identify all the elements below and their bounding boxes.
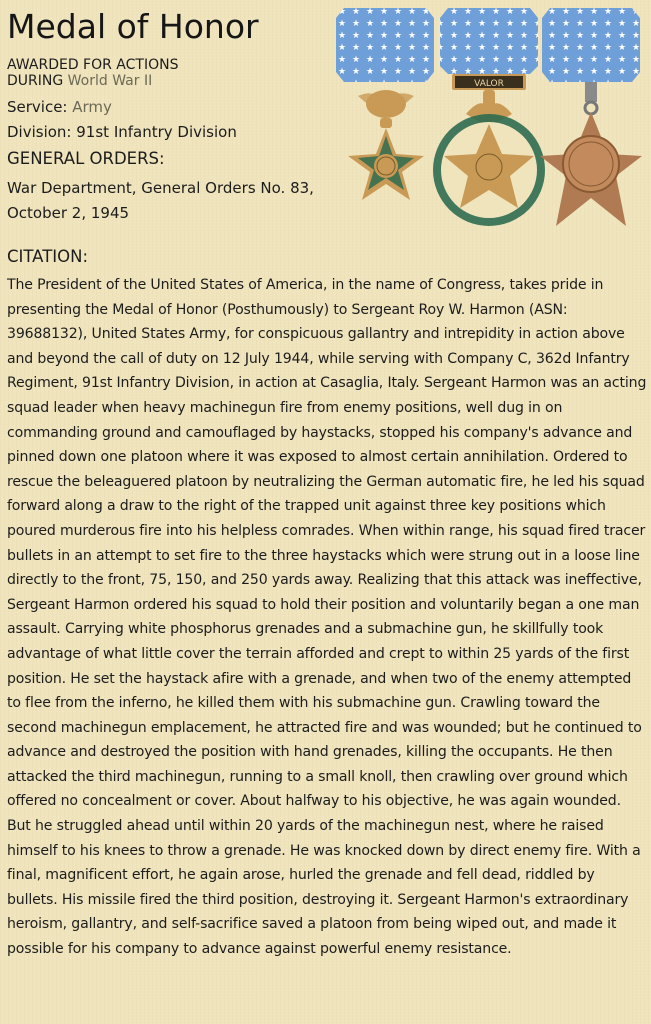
awarded-line-2 [7,73,337,89]
awarded-line-1: AWARDED FOR ACTIONS [7,57,179,73]
division-label: Division: [7,123,77,141]
army-medal-icon [433,8,545,226]
general-orders-text: War Department, General Orders No. 83, October 2, 1945 [7,179,314,222]
page-title: Medal of Honor [7,7,259,46]
division-row [7,120,337,145]
bronze-medal-icon [540,8,642,226]
award-details [7,57,337,226]
valor-bar-text: VALOR [474,79,504,89]
citation-text: The President of the United States of America, in the name of Congress, takes pride in presenting the Medal of Honor (Posthumously) to Sergeant Roy W. Harmon (ASN: 39688132), United States Army, for conspicuous gallantry and intrepidity in action above and beyond the call of duty on 12 July 1944, while serving with Company C, 362d Infantry Regiment, 91st Infantry Division, in action at Casaglia, Italy. Sergeant Harmon was an acting squad leader when heavy machinegun fire from enemy positions, well dug in on commanding ground and camouflaged by haystacks, stopped his company's advance and pinned down one platoon where it was exposed to almost certain annihilation. Ordered to rescue the beleaguered platoon by neutralizing the German automatic fire, he led his squad forward along a draw to the right of the trapped unit against three key positions which poured murderous fire into his helpless comrades. When within range, his squad fired tracer bullets in an attempt to set fire to the three haystacks which were strung out in a loose line directly to the front, 75, 150, and 250 yards away. Realizing that this attack was ineffective, Sergeant Harmon ordered his squad to hold their position and voluntarily began a one man assault. Carrying white phosphorus grenades and a submachine gun, he skillfully took advantage of what little cover the terrain afforded and crept to within 25 yards of the first position. He set the haystack afire with a grenade, and when two of the enemy attempted to flee from the inferno, he killed them with his submachine gun. Crawling toward the second machinegun emplacement, he attracted fire and was wounded; but he continued to advance and destroyed the position with hand grenades, killing the occupants. He then attacked the third machinegun, running to a small knoll, then crawling over ground which offered no concealment or cover. About halfway to his objective, he was again wounded. But he struggled ahead until within 20 yards of the machinegun nest, where he raised himself to his knees to throw a grenade. He was knocked down by direct enemy fire. With a final, magnificent effort, he again arose, hurled the grenade and fell dead, riddled by bullets. His missile fired the third position, destroying it. Sergeant Harmon's extraordinary heroism, gallantry, and self-sacrifice saved a platoon from being wiped out, and made it possible for his company to advance against powerful enemy resistance. [7,277,647,958]
service-row [7,95,337,120]
awarded-prefix: DURING [7,73,68,89]
division-value: 91st Infantry Division [76,123,237,141]
citation-heading: CITATION: [7,247,89,266]
war-link[interactable]: World War II [67,73,153,89]
medal-images [336,4,646,236]
service-link[interactable]: Army [72,98,112,116]
service-label: Service: [7,98,73,116]
navy-medal-icon [336,8,434,200]
general-orders-heading: GENERAL ORDERS: [7,149,165,168]
